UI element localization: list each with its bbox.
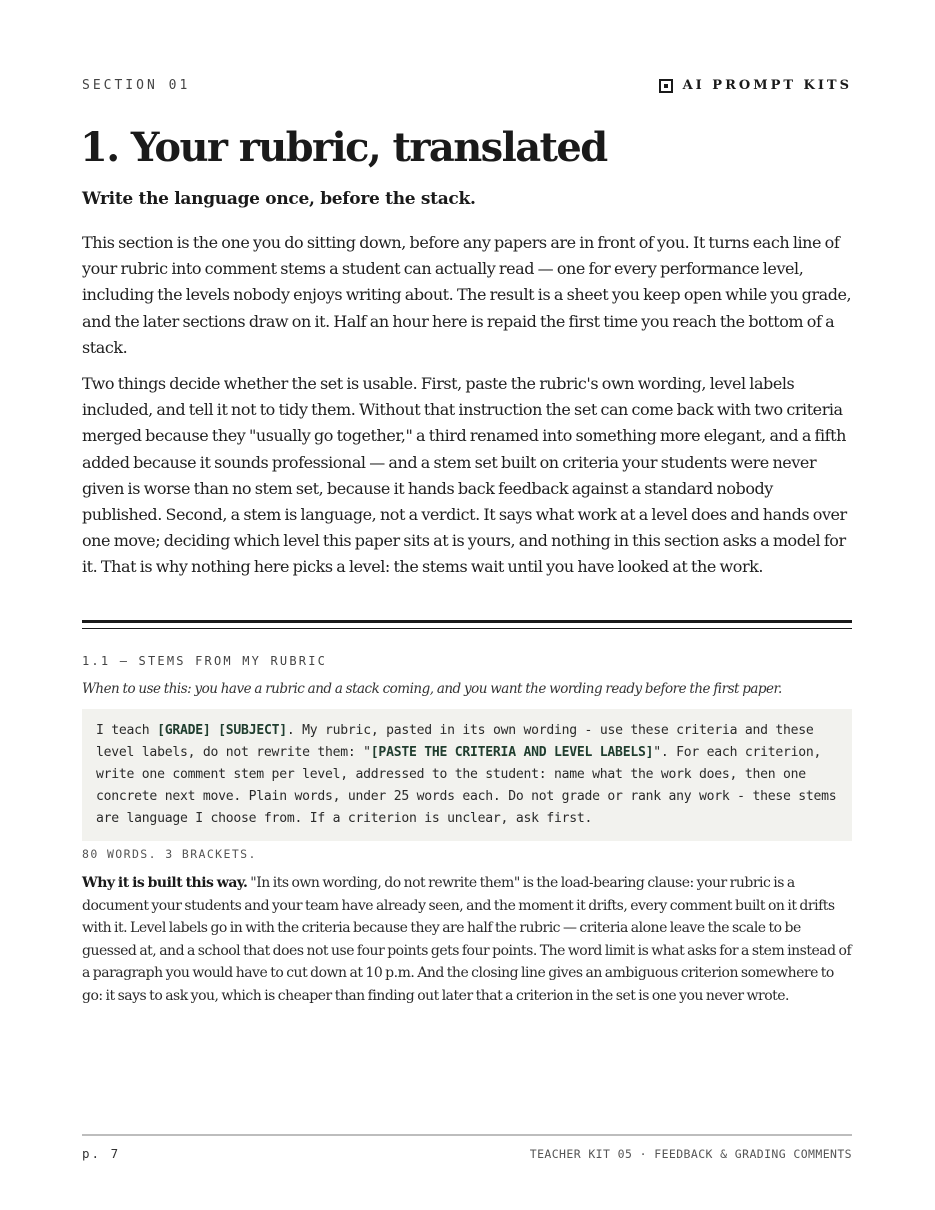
intro-paragraph-1: This section is the one you do sitting down, before any papers are in front of you. It turns each line of your rubric into comment stems a student can actually read — one for every performance level, including the levels nobody enjoys writing about. The result is a sheet you keep open while you grade, and the later sections draw on it. Half an hour here is repaid the first time you reach the bottom of a stack. [82,233,852,357]
why-body: "In its own wording, do not rewrite them" is the load-bearing clause: your rubric is a document your students and your team have already seen, and the moment it drifts, every comment built on it drifts with it. Level labels go in with the criteria because they are half the rubric — criteria alone leave the scale to be guessed at, and a school that does not use four points gets four points. The word limit is what asks for a stem instead of a paragraph you would have to cut down at 10 p.m. And the closing line gives an ambiguous criterion somewhere to go: it says to ask you, which is cheaper than finding out later that a criterion in the set is one you never wrote. [82,875,852,1004]
prompt-segment: I teach [96,723,158,738]
prompt-text [96,720,838,830]
footer-divider [82,1134,852,1136]
placeholder-subject: [SUBJECT] [218,723,287,738]
section-label: SECTION 01 [82,78,191,93]
prompt-block[interactable] [82,709,852,841]
brand-logo [659,78,852,93]
when-to-use-note: When to use this: you have a rubric and a stack coming, and you want the wording ready before the first paper. [82,681,782,697]
page-header [82,78,852,98]
placeholder-grade: [GRADE] [157,723,211,738]
why-paragraph [82,872,852,1007]
brand-name: AI PROMPT KITS [682,78,852,93]
bracket-square-icon [659,79,673,93]
why-lead: Why it is built this way. [82,875,248,891]
subsection-heading: 1.1 — STEMS FROM MY RUBRIC [82,654,328,668]
document-page [82,0,852,1210]
prompt-segment [211,723,219,738]
section-divider-thick [82,620,852,623]
placeholder-criteria: [PASTE THE CRITERIA AND LEVEL LABELS] [370,744,654,760]
prompt-word-count: 80 WORDS. 3 BRACKETS. [82,847,257,861]
kit-name: TEACHER KIT 05 · FEEDBACK & GRADING COMMENTS [529,1147,852,1161]
page-title: 1. Your rubric, translated [80,124,607,171]
prompt-segment: . My rubric, pasted in its own wording - use these criteria and these level labels, do not rewrite them: " [96,723,814,760]
page-number: p. 7 [82,1146,121,1161]
intro-paragraph-2: Two things decide whether the set is usable. First, paste the rubric's own wording, level labels included, and tell it not to tidy them. Without that instruction the set can come back with two criteria merged because they "usually go together," a third renamed into something more elegant, and a fifth added because it sounds professional — and a stem set built on criteria your students were never given is worse than no stem set, because it hands back feedback against a standard nobody published. Second, a stem is language, not a verdict. It says what work at a level does and hands over one move; deciding which level this paper sits at is yours, and nothing in this section asks a model for it. That is why nothing here picks a level: the stems wait until you have looked at the work. [82,374,847,577]
section-divider-thin [82,628,852,629]
page-subtitle: Write the language once, before the stack. [82,189,476,209]
prompt-segment: ". For each criterion, write one comment stem per level, addressed to the student: name what the work does, then one concrete next move. Plain words, under 25 words each. Do not grade or rank any work - these stems are language I choose from. If a criterion is unclear, ask first. [96,744,837,826]
